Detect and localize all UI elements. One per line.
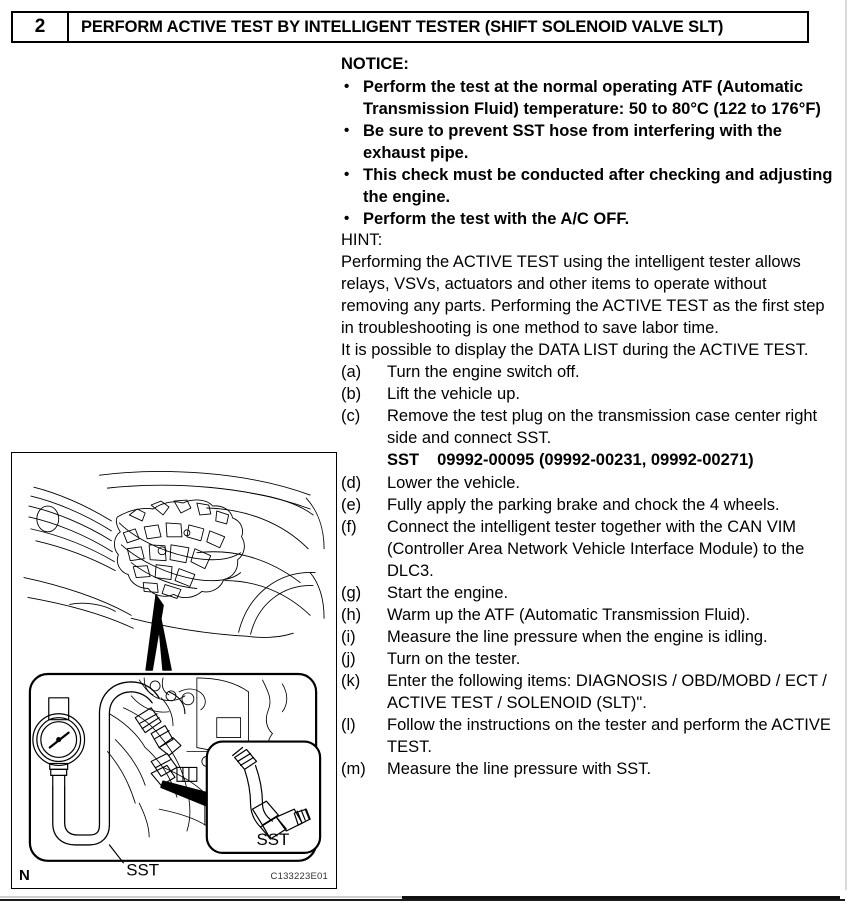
procedure-step xyxy=(341,472,837,494)
procedure-step xyxy=(341,626,837,648)
notice-item-text: Be sure to prevent SST hose from interfering with the exhaust pipe. xyxy=(363,121,782,162)
right-margin-rule xyxy=(845,0,847,890)
step-text: Turn the engine switch off. xyxy=(387,363,580,381)
sst-callout-label: SST xyxy=(126,860,160,880)
procedure-step xyxy=(341,383,837,405)
hint-label: HINT: xyxy=(341,230,383,249)
procedure-step xyxy=(341,714,837,758)
notice-item xyxy=(341,208,837,230)
bottom-rule-left xyxy=(0,896,402,898)
procedure-step xyxy=(341,604,837,626)
hose-fittings xyxy=(135,692,197,785)
step-text: Start the engine. xyxy=(387,584,509,602)
procedure-step xyxy=(341,494,837,516)
callout-wedge xyxy=(146,595,171,670)
step-text: Measure the line pressure when the engine is idling. xyxy=(387,628,768,646)
step-marker: (k) xyxy=(341,672,361,690)
notice-item xyxy=(341,164,837,208)
illustration-panel xyxy=(11,452,337,889)
step-marker: (a) xyxy=(341,363,362,381)
notice-item xyxy=(341,120,837,164)
figure-code: C133223E01 xyxy=(270,870,328,882)
instruction-content-column xyxy=(341,54,837,780)
step-marker: (e) xyxy=(341,496,362,514)
pressure-gauge xyxy=(33,698,85,787)
procedure-step-list xyxy=(341,361,837,449)
step-marker: (b) xyxy=(341,385,362,403)
step-marker: (m) xyxy=(341,760,366,778)
step-marker: (d) xyxy=(341,474,362,492)
step-text: Enter the following items: DIAGNOSIS / OBD/MOBD / ECT / ACTIVE TEST / SOLENOID (SLT)". xyxy=(387,672,827,712)
step-text: Turn on the tester. xyxy=(387,650,521,668)
step-number: 2 xyxy=(13,13,69,41)
procedure-step xyxy=(341,405,837,449)
step-marker: (g) xyxy=(341,584,362,602)
vehicle-outline xyxy=(24,471,324,637)
engine-bay-detail xyxy=(114,500,244,599)
bottom-page-rule xyxy=(0,899,845,901)
bullet-icon: • xyxy=(344,165,350,183)
step-text: Warm up the ATF (Automatic Transmission Fluid). xyxy=(387,606,751,624)
illustration-drawing xyxy=(12,453,336,888)
step-marker: (l) xyxy=(341,716,356,734)
procedure-step xyxy=(341,670,837,714)
notice-item-text: This check must be conducted after checking and adjusting the engine. xyxy=(363,165,833,206)
sst-label: SST xyxy=(387,451,420,469)
procedure-step xyxy=(341,516,837,582)
procedure-step xyxy=(341,582,837,604)
step-marker: (f) xyxy=(341,518,357,536)
notice-item-text: Perform the test with the A/C OFF. xyxy=(363,209,630,228)
sst-part-numbers: 09992-00095 (09992-00231, 09992-00271) xyxy=(437,451,754,469)
step-header-bar xyxy=(11,11,809,43)
step-marker: (h) xyxy=(341,606,362,624)
step-text: Follow the instructions on the tester and perform the ACTIVE TEST. xyxy=(387,716,831,756)
step-title: PERFORM ACTIVE TEST BY INTELLIGENT TESTER (SHIFT SOLENOID VALVE SLT) xyxy=(81,17,724,36)
step-text: Lift the vehicle up. xyxy=(387,385,520,403)
bullet-icon: • xyxy=(344,121,350,139)
notice-list xyxy=(341,76,837,230)
sst-inset-callout-label: SST xyxy=(256,829,290,849)
bullet-icon: • xyxy=(344,77,350,95)
procedure-step xyxy=(341,648,837,670)
step-marker: (i) xyxy=(341,628,356,646)
notice-item-text: Perform the test at the normal operating ATF (Automatic Transmission Fluid) temperature: 50 to 80°C (122 to 176°F) xyxy=(363,77,821,118)
procedure-step xyxy=(341,361,837,383)
hint-paragraph: It is possible to display the DATA LIST during the ACTIVE TEST. xyxy=(341,341,809,359)
step-text: Lower the vehicle. xyxy=(387,474,520,492)
procedure-step-list-continued xyxy=(341,472,837,780)
step-text: Fully apply the parking brake and chock the 4 wheels. xyxy=(387,496,780,514)
step-text: Remove the test plug on the transmission case center right side and connect SST. xyxy=(387,407,818,447)
notice-item xyxy=(341,76,837,120)
orientation-marker: N xyxy=(19,867,30,884)
step-marker: (j) xyxy=(341,650,356,668)
procedure-step xyxy=(341,758,837,780)
bullet-icon: • xyxy=(344,209,350,227)
hint-paragraph: Performing the ACTIVE TEST using the intelligent tester allows relays, VSVs, actuators and other items to operate without removing any parts. Performing the ACTIVE TEST as the first step in troubleshooting is one method to save labor time. xyxy=(341,253,825,337)
step-text: Connect the intelligent tester together with the CAN VIM (Controller Area Network Vehicle Interface Module) to the DLC3. xyxy=(387,518,805,580)
notice-label: NOTICE: xyxy=(341,55,409,73)
sst-part-note xyxy=(341,449,837,472)
step-text: Measure the line pressure with SST. xyxy=(387,760,652,778)
step-marker: (c) xyxy=(341,407,361,425)
